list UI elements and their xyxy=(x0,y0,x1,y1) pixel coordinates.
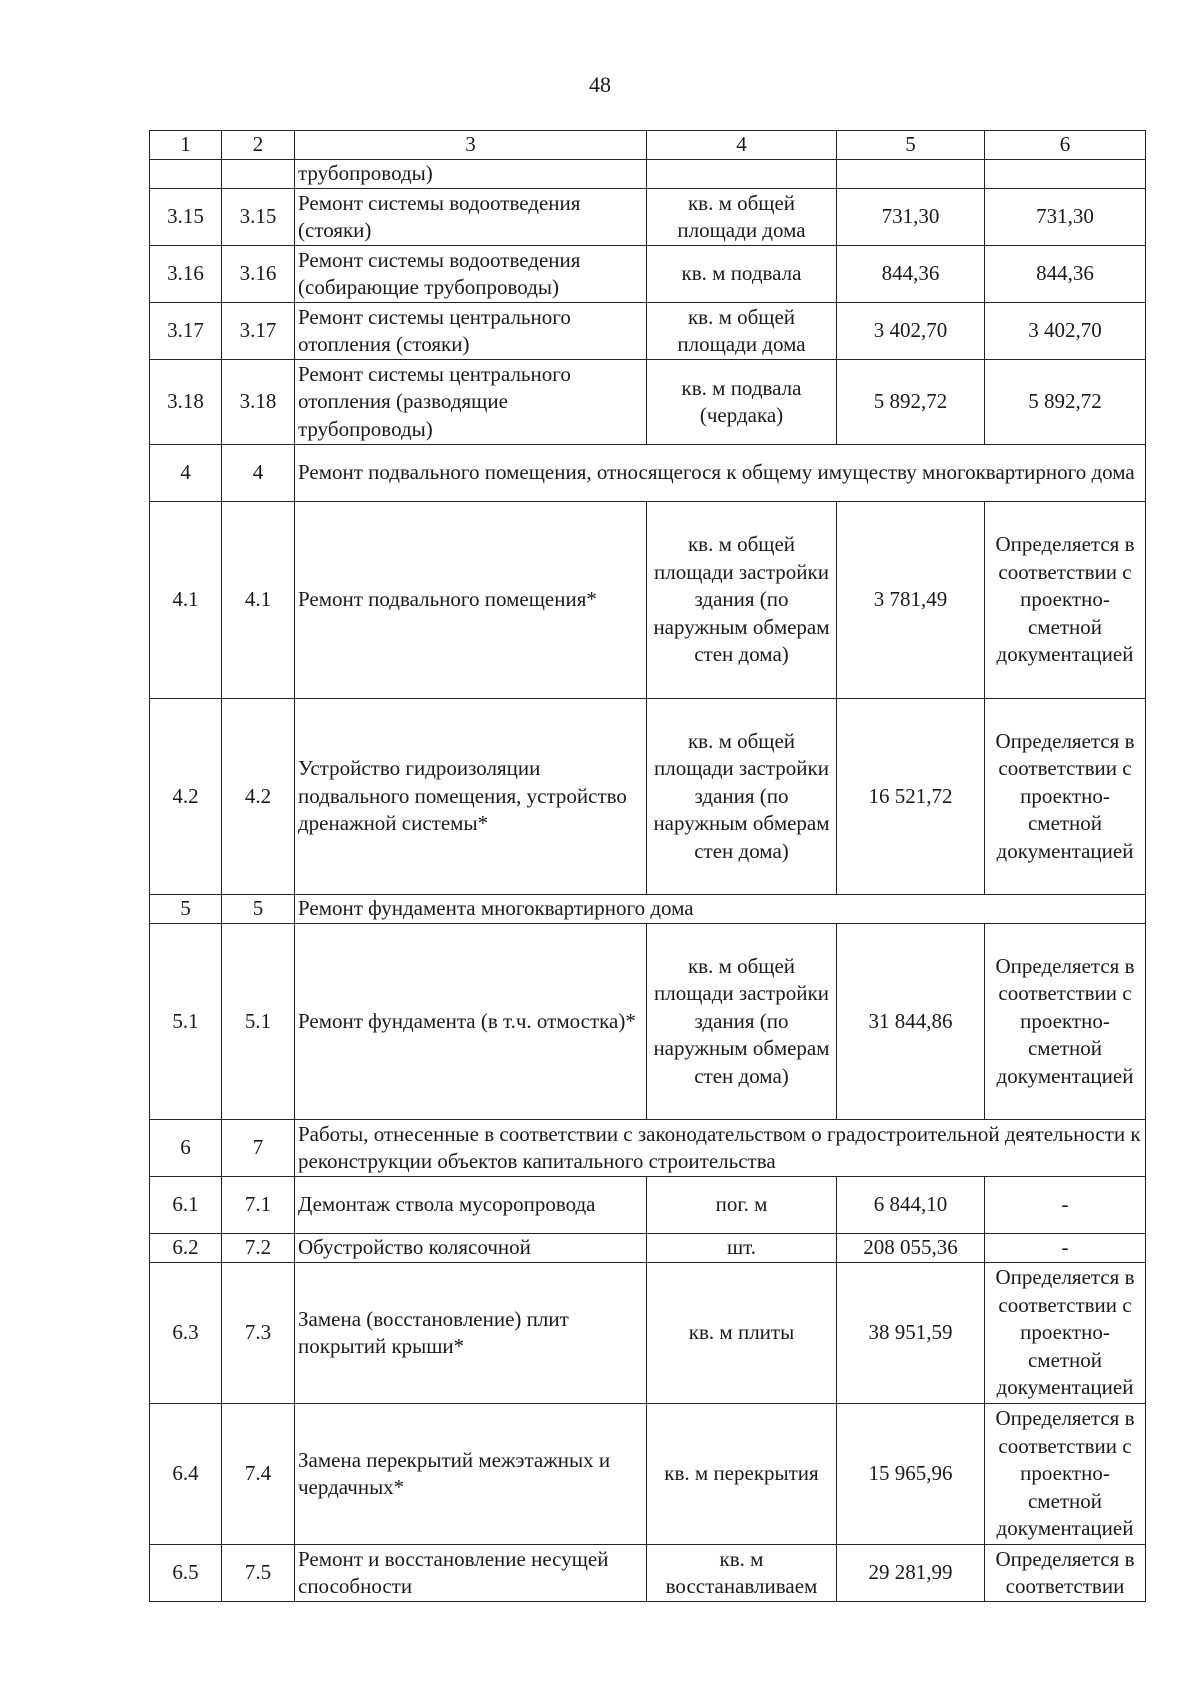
cell-code: 7.5 xyxy=(222,1545,295,1602)
cell-unit: кв. м общей площади дома xyxy=(647,189,837,246)
cell-max-cost: - xyxy=(985,1177,1146,1234)
cell-cost: 844,36 xyxy=(837,246,985,303)
cell-work-name: Ремонт системы центрального отопления (стояки) xyxy=(295,303,647,360)
cell-max-cost: 731,30 xyxy=(985,189,1146,246)
cell-number: 5 xyxy=(150,895,222,924)
cell-number: 3.16 xyxy=(150,246,222,303)
cell-cost: 16 521,72 xyxy=(837,699,985,895)
cell-unit: кв. м общей площади застройки здания (по наружным обмерам стен дома) xyxy=(647,502,837,699)
cell-max-cost: Определяется в соответствии с проектно-сметной документацией xyxy=(985,1263,1146,1404)
cell-number: 4.2 xyxy=(150,699,222,895)
cell-number: 6.2 xyxy=(150,1234,222,1263)
cell-code: 7.4 xyxy=(222,1404,295,1545)
cell-cost: 5 892,72 xyxy=(837,360,985,445)
cell-number: 5.1 xyxy=(150,924,222,1120)
cell-code xyxy=(222,160,295,189)
table-row xyxy=(150,502,1146,699)
table-row xyxy=(150,303,1146,360)
cell-number: 4.1 xyxy=(150,502,222,699)
cell-number: 3.15 xyxy=(150,189,222,246)
cell-max-cost: Определяется в соответствии с проектно-сметной документацией xyxy=(985,502,1146,699)
cell-unit: кв. м перекрытия xyxy=(647,1404,837,1545)
cell-code: 4 xyxy=(222,445,295,502)
cell-code: 4.1 xyxy=(222,502,295,699)
cell-max-cost: 5 892,72 xyxy=(985,360,1146,445)
cell-code: 7.1 xyxy=(222,1177,295,1234)
cell-work-name: Ремонт системы водоотведения (собирающие трубопроводы) xyxy=(295,246,647,303)
cell-cost: 731,30 xyxy=(837,189,985,246)
table-row xyxy=(150,1545,1146,1602)
cell-unit: шт. xyxy=(647,1234,837,1263)
section-row xyxy=(150,445,1146,502)
table-row xyxy=(150,160,1146,189)
section-title: Ремонт фундамента многоквартирного дома xyxy=(295,895,1146,924)
cell-number: 6.5 xyxy=(150,1545,222,1602)
header-cell-4: 4 xyxy=(647,131,837,160)
works-table xyxy=(149,130,1146,1602)
cell-max-cost: 3 402,70 xyxy=(985,303,1146,360)
section-row xyxy=(150,895,1146,924)
section-title: Работы, отнесенные в соответствии с законодательством о градостроительной деятельности к реконструкции объектов капитального строительства xyxy=(295,1120,1146,1177)
cell-code: 5 xyxy=(222,895,295,924)
cell-cost: 3 402,70 xyxy=(837,303,985,360)
table-row xyxy=(150,1234,1146,1263)
cell-work-name: Устройство гидроизоляции подвального помещения, устройство дренажной системы* xyxy=(295,699,647,895)
cell-max-cost: Определяется в соответствии xyxy=(985,1545,1146,1602)
cell-unit: кв. м общей площади дома xyxy=(647,303,837,360)
cell-cost: 3 781,49 xyxy=(837,502,985,699)
cell-number: 6.3 xyxy=(150,1263,222,1404)
cell-cost: 6 844,10 xyxy=(837,1177,985,1234)
cell-code: 7.3 xyxy=(222,1263,295,1404)
cell-number: 4 xyxy=(150,445,222,502)
cell-work-name: Ремонт системы центрального отопления (разводящие трубопроводы) xyxy=(295,360,647,445)
cell-code: 4.2 xyxy=(222,699,295,895)
page-number: 48 xyxy=(589,72,611,97)
cell-number xyxy=(150,160,222,189)
cell-cost: 208 055,36 xyxy=(837,1234,985,1263)
cell-unit: кв. м восстанавливаем xyxy=(647,1545,837,1602)
cell-max-cost: - xyxy=(985,1234,1146,1263)
cell-unit: кв. м подвала xyxy=(647,246,837,303)
header-cell-1: 1 xyxy=(150,131,222,160)
table-row xyxy=(150,924,1146,1120)
cell-unit xyxy=(647,160,837,189)
header-cell-5: 5 xyxy=(837,131,985,160)
section-row xyxy=(150,1120,1146,1177)
cell-work-name: Обустройство колясочной xyxy=(295,1234,647,1263)
cell-number: 6.4 xyxy=(150,1404,222,1545)
cell-unit: кв. м подвала (чердака) xyxy=(647,360,837,445)
cell-unit: кв. м плиты xyxy=(647,1263,837,1404)
cell-work-name: Демонтаж ствола мусоропровода xyxy=(295,1177,647,1234)
cell-unit: кв. м общей площади застройки здания (по наружным обмерам стен дома) xyxy=(647,699,837,895)
cell-cost: 29 281,99 xyxy=(837,1545,985,1602)
section-title: Ремонт подвального помещения, относящегося к общему имуществу многоквартирного дома xyxy=(295,445,1146,502)
cell-cost: 38 951,59 xyxy=(837,1263,985,1404)
cell-max-cost: 844,36 xyxy=(985,246,1146,303)
cell-work-name: Ремонт системы водоотведения (стояки) xyxy=(295,189,647,246)
table-row xyxy=(150,1263,1146,1404)
cell-code: 3.15 xyxy=(222,189,295,246)
table-row xyxy=(150,360,1146,445)
cell-unit: кв. м общей площади застройки здания (по наружным обмерам стен дома) xyxy=(647,924,837,1120)
table-row xyxy=(150,1177,1146,1234)
cell-cost xyxy=(837,160,985,189)
cell-number: 6 xyxy=(150,1120,222,1177)
cell-code: 3.16 xyxy=(222,246,295,303)
cell-max-cost xyxy=(985,160,1146,189)
cell-number: 3.18 xyxy=(150,360,222,445)
cell-work-name: Ремонт подвального помещения* xyxy=(295,502,647,699)
cell-code: 7.2 xyxy=(222,1234,295,1263)
table-header-row xyxy=(150,131,1146,160)
cell-code: 7 xyxy=(222,1120,295,1177)
cell-max-cost: Определяется в соответствии с проектно-сметной документацией xyxy=(985,1404,1146,1545)
table-row xyxy=(150,699,1146,895)
header-cell-6: 6 xyxy=(985,131,1146,160)
cell-work-name: Ремонт фундамента (в т.ч. отмостка)* xyxy=(295,924,647,1120)
cell-work-name: Замена (восстановление) плит покрытий крыши* xyxy=(295,1263,647,1404)
table-row xyxy=(150,1404,1146,1545)
cell-cost: 15 965,96 xyxy=(837,1404,985,1545)
table-row xyxy=(150,189,1146,246)
header-cell-3: 3 xyxy=(295,131,647,160)
cell-code: 3.17 xyxy=(222,303,295,360)
cell-work-name: Замена перекрытий межэтажных и чердачных* xyxy=(295,1404,647,1545)
cell-unit: пог. м xyxy=(647,1177,837,1234)
cell-work-name: трубопроводы) xyxy=(295,160,647,189)
cell-max-cost: Определяется в соответствии с проектно-сметной документацией xyxy=(985,924,1146,1120)
cell-number: 6.1 xyxy=(150,1177,222,1234)
header-cell-2: 2 xyxy=(222,131,295,160)
table-row xyxy=(150,246,1146,303)
cell-code: 5.1 xyxy=(222,924,295,1120)
cell-number: 3.17 xyxy=(150,303,222,360)
cell-cost: 31 844,86 xyxy=(837,924,985,1120)
cell-work-name: Ремонт и восстановление несущей способности xyxy=(295,1545,647,1602)
cell-code: 3.18 xyxy=(222,360,295,445)
cell-max-cost: Определяется в соответствии с проектно-сметной документацией xyxy=(985,699,1146,895)
